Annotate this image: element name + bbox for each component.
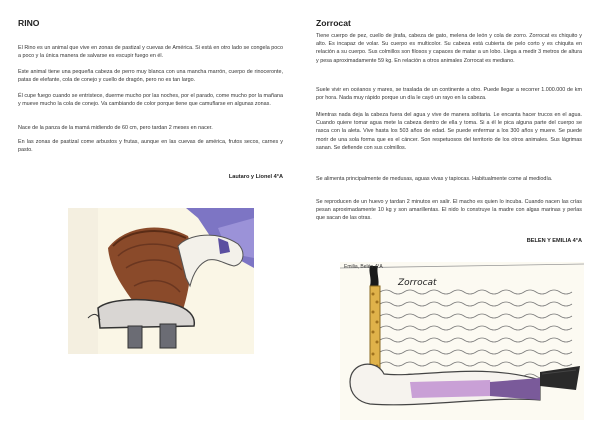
rino-paragraph-2: Este animal tiene una pequeña cabeza de perro muy blanca con una mancha marrón, cuerpo de rinoceronte, patas de elefante, cola de conejo y cuello de dragón, pero no es tan largo.	[18, 69, 283, 84]
rino-paragraph-3: Él cupe fuego cuando se entristece, duerme mucho por las noches, por el parado, come mucho por la mañana y mueve mucho la cola de conejo. Va cambiando de color porque tiene que camuflarse en algunas zonas.	[18, 93, 283, 108]
drawing-title: Zorrocat	[398, 278, 437, 288]
zorrocat-paragraph-4: Se alimenta principalmente de medusas, aguas vivas y tapiocas. Habitualmente come al mediodía.	[316, 176, 553, 182]
drawing-corner-label: Emilia, Belén 4°A	[344, 264, 383, 270]
rino-signature: Lautaro y Lionel 4°A	[228, 174, 283, 180]
rino-illustration	[68, 208, 254, 354]
page-title-zorrocat: Zorrocat	[316, 18, 351, 28]
rino-paragraph-4: Nace de la panza de la mamá midiendo de 60 cm, pero tardan 2 meses en nacer.	[18, 125, 213, 131]
zorrocat-illustration	[340, 262, 584, 420]
rino-drawing	[68, 208, 254, 354]
rino-paragraph-1: El Rino es un animal que vive en zonas de pastizal y cuevas de América. Si está en otro lado se congela poco a poco y la única manera de salvarse es escupir fuego en él.	[18, 45, 283, 60]
zorrocat-signature: BELEN Y EMILIA 4°A	[526, 238, 582, 244]
page-title-rino: RINO	[18, 18, 40, 28]
zorrocat-paragraph-5: Se reproducen de un huevo y tardan 2 minutos en salir. El macho es quien lo incuba. Cuando nacen las crías pesan aproximadamente 10 kg y son amarillentas. El nido lo construye la madre con algas marinas y perlas que sacan de las otras.	[316, 199, 582, 222]
zorrocat-paragraph-2: Suele vivir en océanos y mares, se traslada de un continente a otro. Puede llegar a recorrer 1.000.000 de km por hora. Nada muy rápido porque un día le cayó un rayo en la cabeza.	[316, 87, 582, 102]
zorrocat-paragraph-3: Mientras nada deja la cabeza fuera del agua y vive de manera solitaria. Le encanta hacer trucos en el agua. Cuando quiere tomar agua mete la cabeza dentro de ella y toma. Si a él le pica alguna parte del cuerpo se rasca con la aleta. Vive hasta los 503 años de edad. Se puede enfermar a los 300 años y muere. Se puede morir de una sola forma que es el cáncer. Son respetuosos del territorio de los otros animales. Sus lágrimas sanan. Se defiende con sus colmillos.	[316, 112, 582, 151]
rino-paragraph-5: En las zonas de pastizal come arbustos y frutas, aunque en las cuevas de américa, frutos secos, carnes y pasto.	[18, 139, 283, 154]
zorrocat-drawing	[340, 262, 584, 420]
zorrocat-paragraph-1: Tiene cuerpo de pez, cuello de jirafa, cabeza de gato, melena de león y cola de zorro. Zorrocat es chiquito y alto. Es incapaz de volar. Su cuerpo es multicolor. Su cabeza está cubierta de pelo corto y es chiquita en relación a su cuerpo. Sus colmillos son filosos y capaces de matar a un lobo. Llega a medir 3 metros de altura y pesa aproximadamente 59 kg. En relación a otros animales Zorrocat es mediano.	[316, 33, 582, 64]
